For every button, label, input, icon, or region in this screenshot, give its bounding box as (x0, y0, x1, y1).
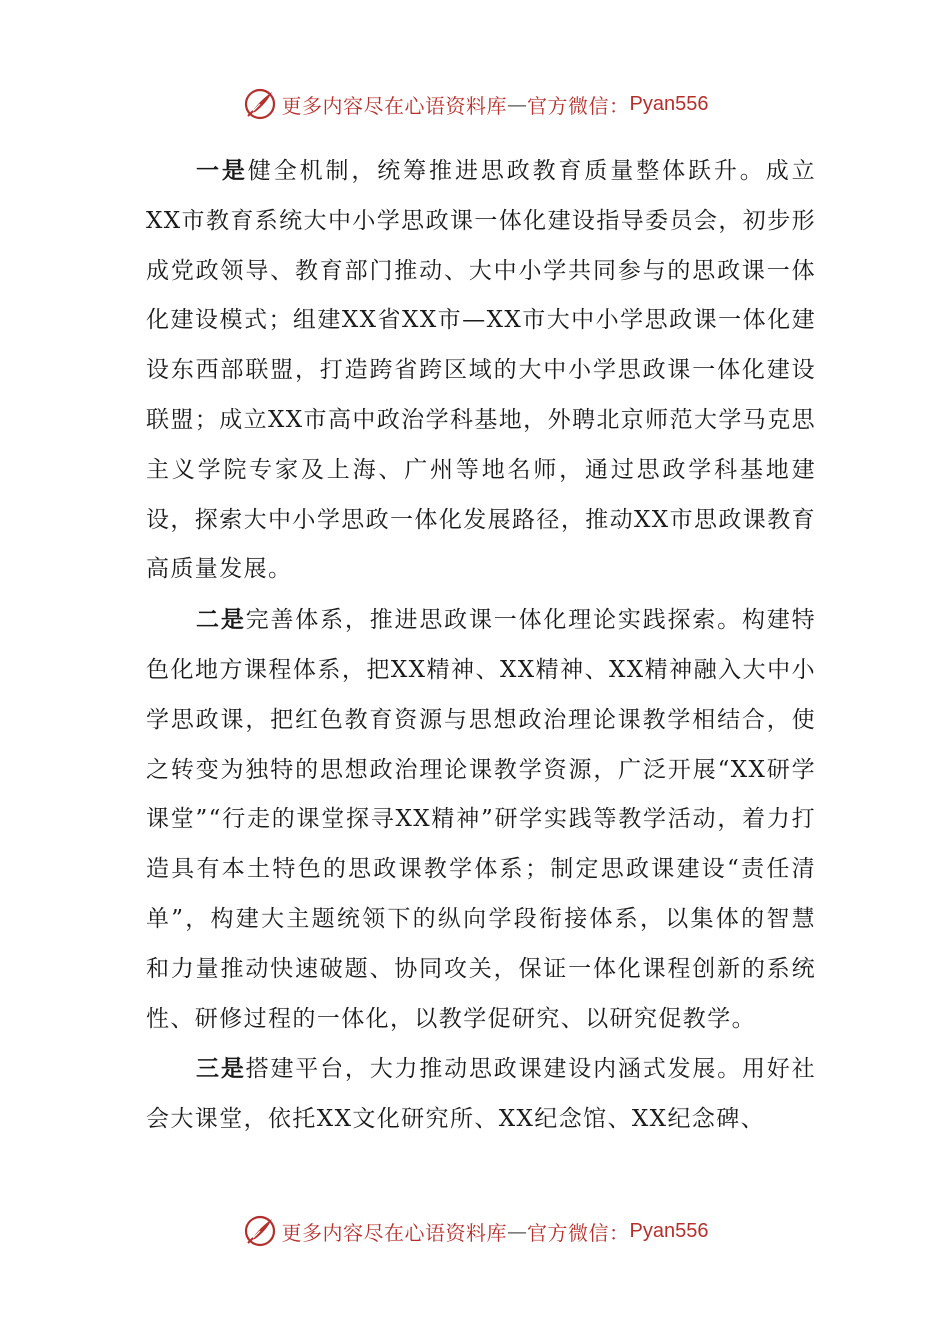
paragraph-text: 完善体系，推进思政课一体化理论实践探索。构建特色化地方课程体系，把XX精神、XX精神、XX精神融入大中小学思政课，把红色教育资源与思想政治理论课教学相结合，使之转变为独特的思想政治理论课教学资源，广泛开展“XX研学课堂”“行走的课堂探寻XX精神”研学实践等教学活动，着力打造具有本土特色的思政课教学体系；制定思政课建设“责任清单”，构建大主题统领下的纵向学段衔接体系，以集体的智慧和力量推动快速破题、协同攻关，保证一体化课程创新的系统性、研修过程的一体化，以教学促研究、以研究促教学。 (146, 607, 816, 1032)
paragraph-text: 搭建平台，大力推动思政课建设内涵式发展。用好社会大课堂，依托XX文化研究所、XX纪念馆、XX纪念碑、 (146, 1056, 816, 1133)
header-banner (0, 84, 950, 124)
paragraph-3 (146, 1044, 816, 1145)
paragraph-lead: 三是 (196, 1055, 246, 1083)
paragraph-lead: 二是 (196, 606, 246, 634)
footer-banner (0, 1211, 950, 1251)
banner-separator: — (507, 92, 528, 116)
paragraph-lead: 一是 (196, 157, 248, 184)
banner-separator: — (507, 1219, 528, 1243)
paragraph-text: 健全机制，统筹推进思政教育质量整体跃升。成立XX市教育系统大中小学思政课一体化建设指导委员会，初步形成党政领导、教育部门推动、大中小学共同参与的思政课一体化建设模式；组建XX省XX市—XX市大中小学思政课一体化建设东西部联盟，打造跨省跨区域的大中小学思政课一体化建设联盟；成立XX市高中政治学科基地，外聘北京师范大学马克思主义学院专家及上海、广州等地名师，通过思政学科基地建设，探索大中小学思政一体化发展路径，推动XX市思政课教育高质量发展。 (146, 158, 816, 583)
contact-id: Pyan556 (629, 1219, 709, 1242)
contact-label: 官方微信： (527, 1220, 630, 1245)
contact-id: Pyan556 (629, 92, 709, 115)
paragraph-1 (146, 146, 816, 595)
paragraph-2 (146, 595, 816, 1044)
contact-label: 官方微信： (527, 93, 630, 118)
quill-logo-icon (242, 1213, 278, 1249)
banner-text: 更多内容尽在心语资料库 (281, 93, 508, 118)
quill-logo-icon (242, 86, 278, 122)
document-body (146, 146, 816, 1145)
banner-text: 更多内容尽在心语资料库 (281, 1220, 508, 1245)
